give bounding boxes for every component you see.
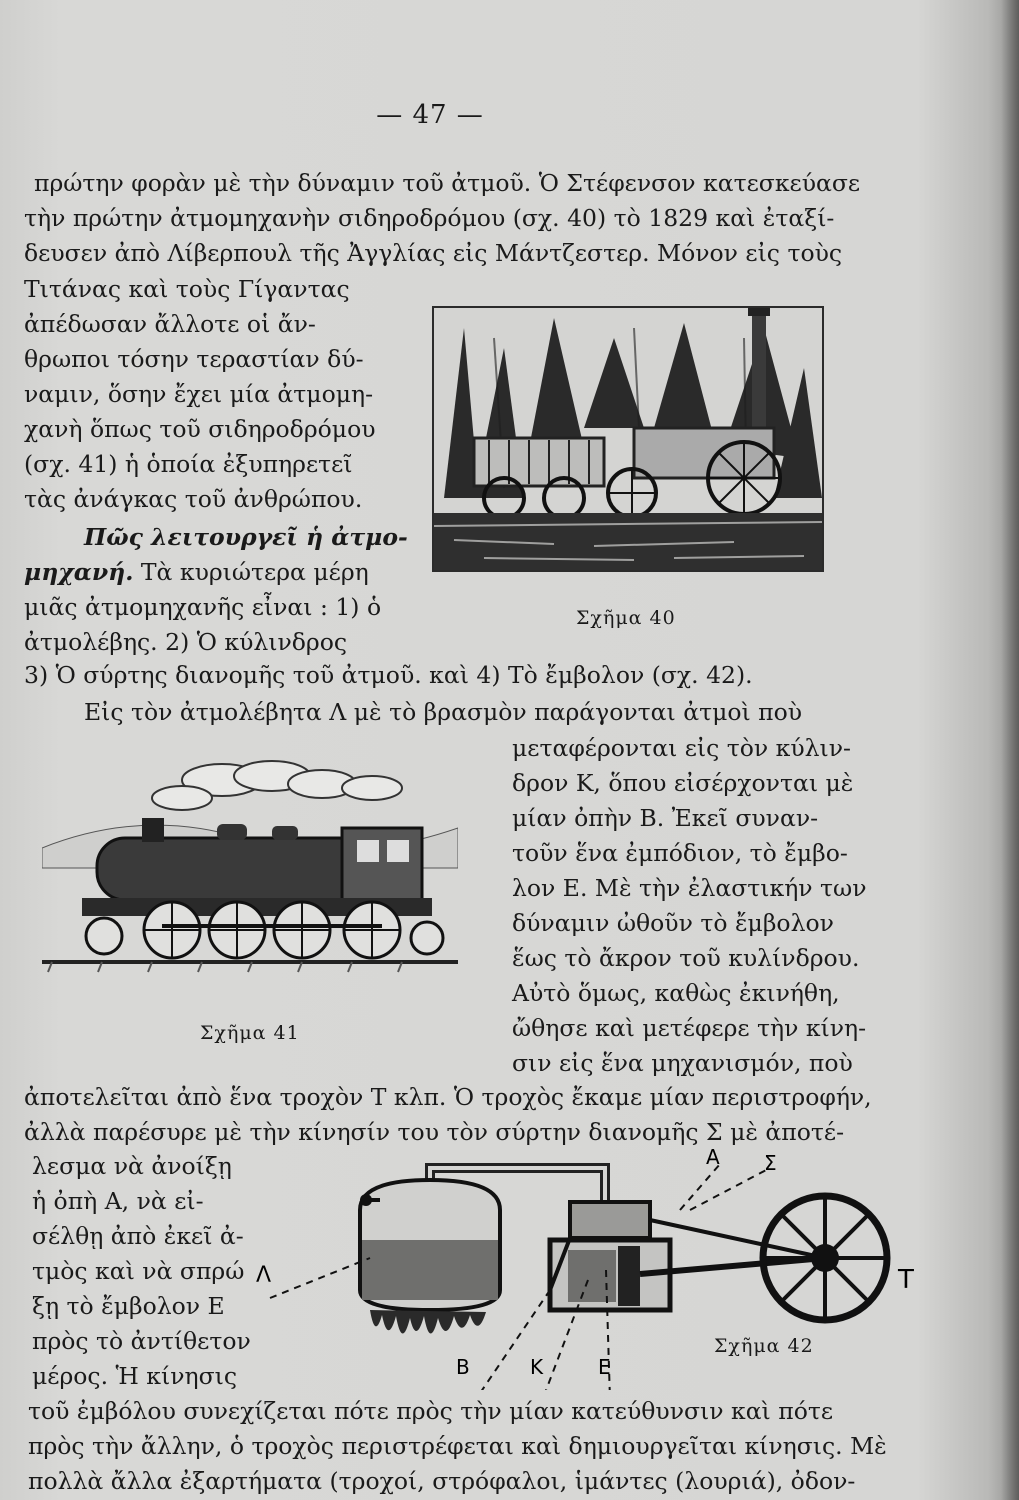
text-line: πρὸς τὸ ἀντίθετον	[32, 1327, 251, 1355]
figure-40-caption: Σχῆμα 40	[576, 607, 676, 629]
text-line: τοῦν ἕνα ἐμπόδιον, τὸ ἔμβο-	[512, 839, 848, 867]
text-line: 3) Ὁ σύρτης διανομῆς τοῦ ἀτμοῦ. καὶ 4) Τὸ ἔμβολον (σχ. 42).	[24, 661, 753, 689]
label-A: Α	[706, 1145, 720, 1169]
figure-42-caption: Σχῆμα 42	[714, 1335, 814, 1357]
text-line: λεσμα νὰ ἀνοίξῃ	[32, 1152, 232, 1180]
text-line: ἡ ὀπὴ Α, νὰ εἰ-	[32, 1187, 204, 1215]
text-line: (σχ. 41) ἡ ὁποία ἐξυπηρετεῖ	[24, 450, 353, 478]
label-L: Λ	[256, 1263, 272, 1288]
label-T: Τ	[898, 1265, 914, 1295]
figure-41-caption: Σχῆμα 41	[200, 1022, 300, 1044]
text-line: ἕως τὸ ἄκρον τοῦ κυλίνδρου.	[512, 944, 860, 972]
text-line: σιν εἰς ἕνα μηχανισμόν, ποὺ	[512, 1049, 853, 1077]
text-line: ἀποτελεῖται ἀπὸ ἕνα τροχὸν Τ κλπ. Ὁ τροχὸς ἔκαμε μίαν περιστροφήν,	[24, 1083, 872, 1111]
figure-42-drawing	[250, 1140, 940, 1390]
label-B: Β	[456, 1355, 470, 1379]
page-number: — 47 —	[376, 100, 484, 130]
text-line: πρώτην φορὰν μὲ τὴν δύναμιν τοῦ ἀτμοῦ. Ὁ Στέφενσον κατεσκεύασε	[34, 169, 861, 197]
section-heading	[84, 522, 408, 552]
text-line: Εἰς τὸν ἀτμολέβητα Λ μὲ τὸ βρασμὸν παράγονται ἀτμοὶ ποὺ	[84, 698, 803, 726]
text-line: μίαν ὀπὴν Β. Ἐκεῖ συναν-	[512, 804, 819, 832]
page-edge-shadow	[1001, 0, 1019, 1500]
text-line: θρωποι τόσην τεραστίαν δύ-	[24, 345, 364, 373]
text-line: τὰς ἀνάγκας τοῦ ἀνθρώπου.	[24, 485, 363, 513]
label-S: Σ	[764, 1151, 777, 1175]
text-line: ναμιν, ὅσην ἔχει μία ἀτμομη-	[24, 380, 374, 408]
text-line: σέλθῃ ἀπὸ ἐκεῖ ἀ-	[32, 1222, 244, 1250]
text-line: ἀπέδωσαν ἄλλοτε οἱ ἄν-	[24, 310, 316, 338]
label-E: Ε	[598, 1355, 611, 1379]
text-line: τὴν πρώτην ἀτμομηχανὴν σιδηροδρόμου (σχ. 40) τὸ 1829 καὶ ἐταξί-	[24, 204, 835, 232]
section-heading-text: μηχανή.	[24, 558, 134, 586]
figure-42-steam-engine-diagram	[250, 1140, 940, 1390]
text-line: δευσεν ἀπὸ Λίβερπουλ τῆς Ἀγγλίας εἰς Μάντζεστερ. Μόνον εἰς τοὺς	[24, 239, 843, 267]
label-K: Κ	[530, 1355, 544, 1379]
text-line: ξῃ τὸ ἔμβολον Ε	[32, 1292, 225, 1320]
text-line: τοῦ ἐμβόλου συνεχίζεται πότε πρὸς τὴν μίαν κατεύθυνσιν καὶ πότε	[28, 1397, 834, 1425]
text-span: Τὰ κυριώτερα μέρη	[133, 558, 369, 586]
text-line: χανὴ ὅπως τοῦ σιδηροδρόμου	[24, 415, 376, 443]
text-line: δρον Κ, ὅπου εἰσέρχονται μὲ	[512, 769, 854, 797]
figure-40-drawing	[434, 308, 822, 570]
text-line: μέρος. Ἡ κίνησις	[32, 1362, 237, 1390]
text-line: πολλὰ ἄλλα ἐξαρτήματα (τροχοί, στρόφαλοι, ἱμάντες (λουριά), ὀδον-	[28, 1467, 856, 1495]
figure-40-locomotive-illustration	[432, 306, 824, 572]
text-line: λον Ε. Μὲ τὴν ἐλαστικήν των	[512, 874, 867, 902]
text-line: δύναμιν ὠθοῦν τὸ ἔμβολον	[512, 909, 834, 937]
text-line: ὤθησε καὶ μετέφερε τὴν κίνη-	[512, 1014, 867, 1042]
text-line: ἀτμολέβης. 2) Ὁ κύλινδρος	[24, 628, 348, 656]
section-heading-text: Πῶς λειτουργεῖ ἡ ἀτμο-	[84, 523, 408, 551]
text-line: Αὐτὸ ὅμως, καθὼς ἐκινήθη,	[512, 979, 840, 1007]
text-line: ἀλλὰ παρέσυρε μὲ τὴν κίνησίν του τὸν σύρτην διανομῆς Σ μὲ ἀποτέ-	[24, 1118, 845, 1146]
text-line	[24, 557, 369, 587]
text-line: Τιτάνας καὶ τοὺς Γίγαντας	[24, 275, 350, 303]
text-line: πρὸς τὴν ἄλλην, ὁ τροχὸς περιστρέφεται καὶ δημιουργεῖται κίνησις. Μὲ	[28, 1432, 887, 1460]
text-line: μεταφέρονται εἰς τὸν κύλιν-	[512, 734, 851, 762]
text-line: μιᾶς ἀτμομηχανῆς εἶναι : 1) ὁ	[24, 593, 382, 621]
text-line: τμὸς καὶ νὰ σπρώ	[32, 1257, 245, 1285]
figure-41-steam-locomotive-illustration	[42, 758, 458, 978]
figure-41-drawing	[42, 758, 458, 978]
